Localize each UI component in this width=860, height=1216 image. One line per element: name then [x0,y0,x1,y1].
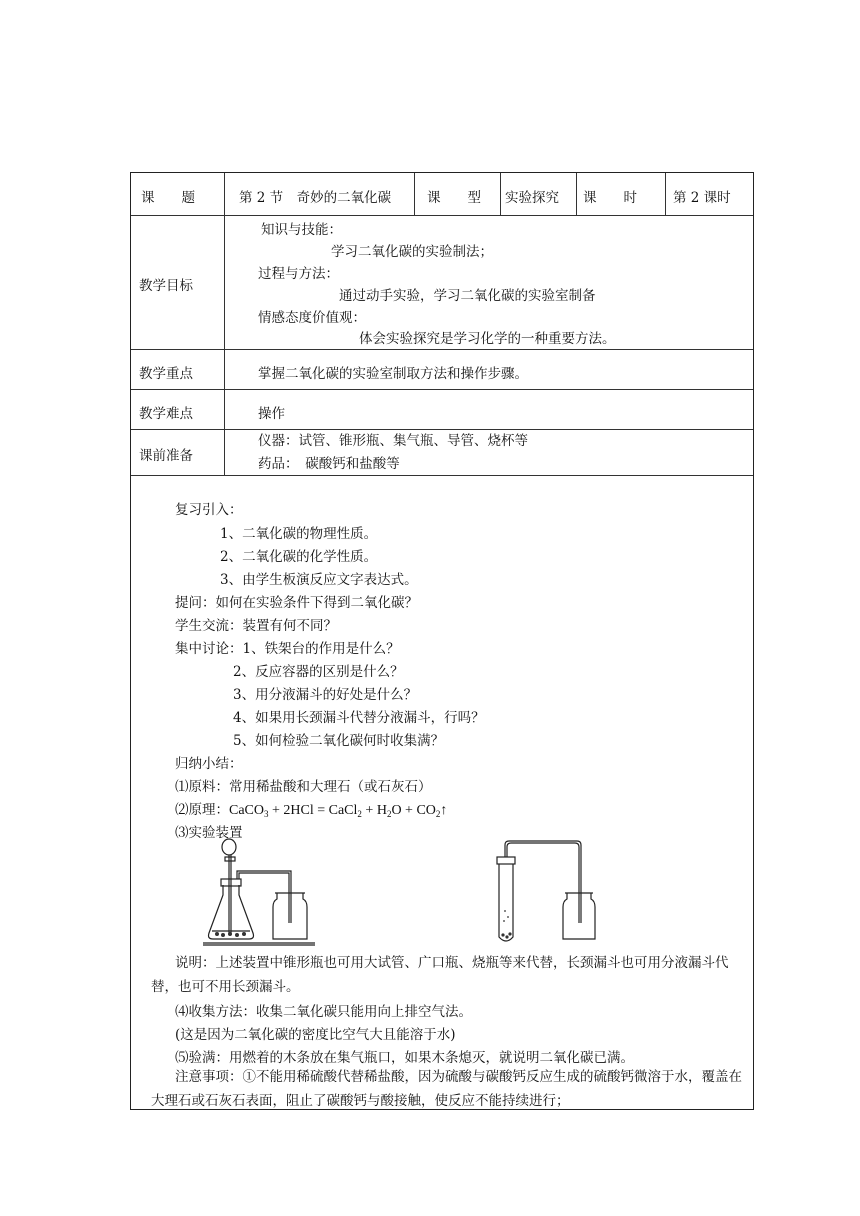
summary-item: ⑶实验装置 [175,825,243,841]
col-divider [500,173,501,215]
col-divider [665,173,666,215]
col-divider [224,173,225,475]
summary-heading: 归纳小结： [175,756,243,772]
type-value: 实验探究 [505,190,559,206]
hours-label: 课 时 [583,190,637,206]
summary-item: ⑸验满：用燃着的木条放在集气瓶口，如果木条熄灭，就说明二氧化碳已满。 [175,1050,634,1066]
summary-item-label: ⑵原理： [175,802,229,818]
discussion-item: 4、如果用长颈漏斗代替分液漏斗，行吗？ [233,710,485,726]
equation-line [175,801,447,820]
review-item: 1、二氧化碳的物理性质。 [220,526,378,542]
col-divider [576,173,577,215]
apparatus-test-tube-diagram [489,835,599,947]
discussion-item: 2、反应容器的区别是什么？ [233,664,404,680]
type-label: 课 型 [427,190,481,206]
objective-line: 过程与方法： [258,266,339,282]
summary-item: ⑴原料：常用稀盐酸和大理石（或石灰石） [175,779,432,795]
topic-label: 课 题 [141,190,195,206]
discussion-item: 3、用分液漏斗的好处是什么？ [233,687,418,703]
question-text: 提问：如何在实验条件下得到二氧化碳？ [175,595,418,611]
summary-item: ⑷收集方法：收集二氧化碳只能用向上排空气法。 [175,1004,472,1020]
keypoint-label: 教学重点 [139,366,193,382]
exchange-text: 学生交流：装置有何不同？ [175,618,337,634]
objective-line: 学习二氧化碳的实验制法； [331,244,493,260]
review-heading: 复习引入： [175,502,243,518]
caution-paragraph: 注意事项：①不能用稀硫酸代替稀盐酸，因为硫酸与碳酸钙反应生成的硫酸钙微溶于水，覆盖在大理石或石灰石表面，阻止了碳酸钙与酸接触，使反应不能持续进行； [151,1069,742,1109]
objective-line: 通过动手实验，学习二氧化碳的实验室制备 [339,288,596,304]
difficulty-value: 操作 [258,406,285,422]
keypoint-value: 掌握二氧化碳的实验室制取方法和操作步骤。 [258,366,528,382]
prep-label: 课前准备 [139,448,193,464]
difficulty-label: 教学难点 [139,406,193,422]
objective-line: 知识与技能： [261,222,342,238]
prep-line: 药品： 碳酸钙和盐酸等 [258,456,400,472]
discussion-item: 5、如何检验二氧化碳何时收集满？ [233,733,445,749]
lesson-plan-table [130,172,754,1110]
topic-value: 第 2 节 奇妙的二氧化碳 [239,190,392,206]
review-item: 3、由学生板演反应文字表达式。 [220,572,418,588]
prep-line: 仪器：试管、锥形瓶、集气瓶、导管、烧杯等 [258,433,528,449]
equation: CaCO$_3$ + 2HCl = CaCl$_2$ + $H_2O$ + $CO_2↑$ [229,803,448,819]
apparatus-flask-diagram [203,835,343,947]
objectives-label: 教学目标 [139,278,193,294]
hours-value: 第 2 课时 [673,190,731,206]
row-divider [131,475,753,476]
objective-line: 情感态度价值观： [258,310,366,326]
objective-line: 体会实验探究是学习化学的一种重要方法。 [359,331,616,347]
summary-note: (这是因为二氧化碳的密度比空气大且能溶于水) [175,1027,456,1043]
note-paragraph: 说明：上述装置中锥形瓶也可用大试管、广口瓶、烧瓶等来代替，长颈漏斗也可用分液漏斗代替，也可不用长颈漏斗。 [151,955,729,995]
col-divider [414,173,415,215]
review-item: 2、二氧化碳的化学性质。 [220,549,378,565]
discussion-heading: 集中讨论：1、铁架台的作用是什么？ [175,641,400,657]
